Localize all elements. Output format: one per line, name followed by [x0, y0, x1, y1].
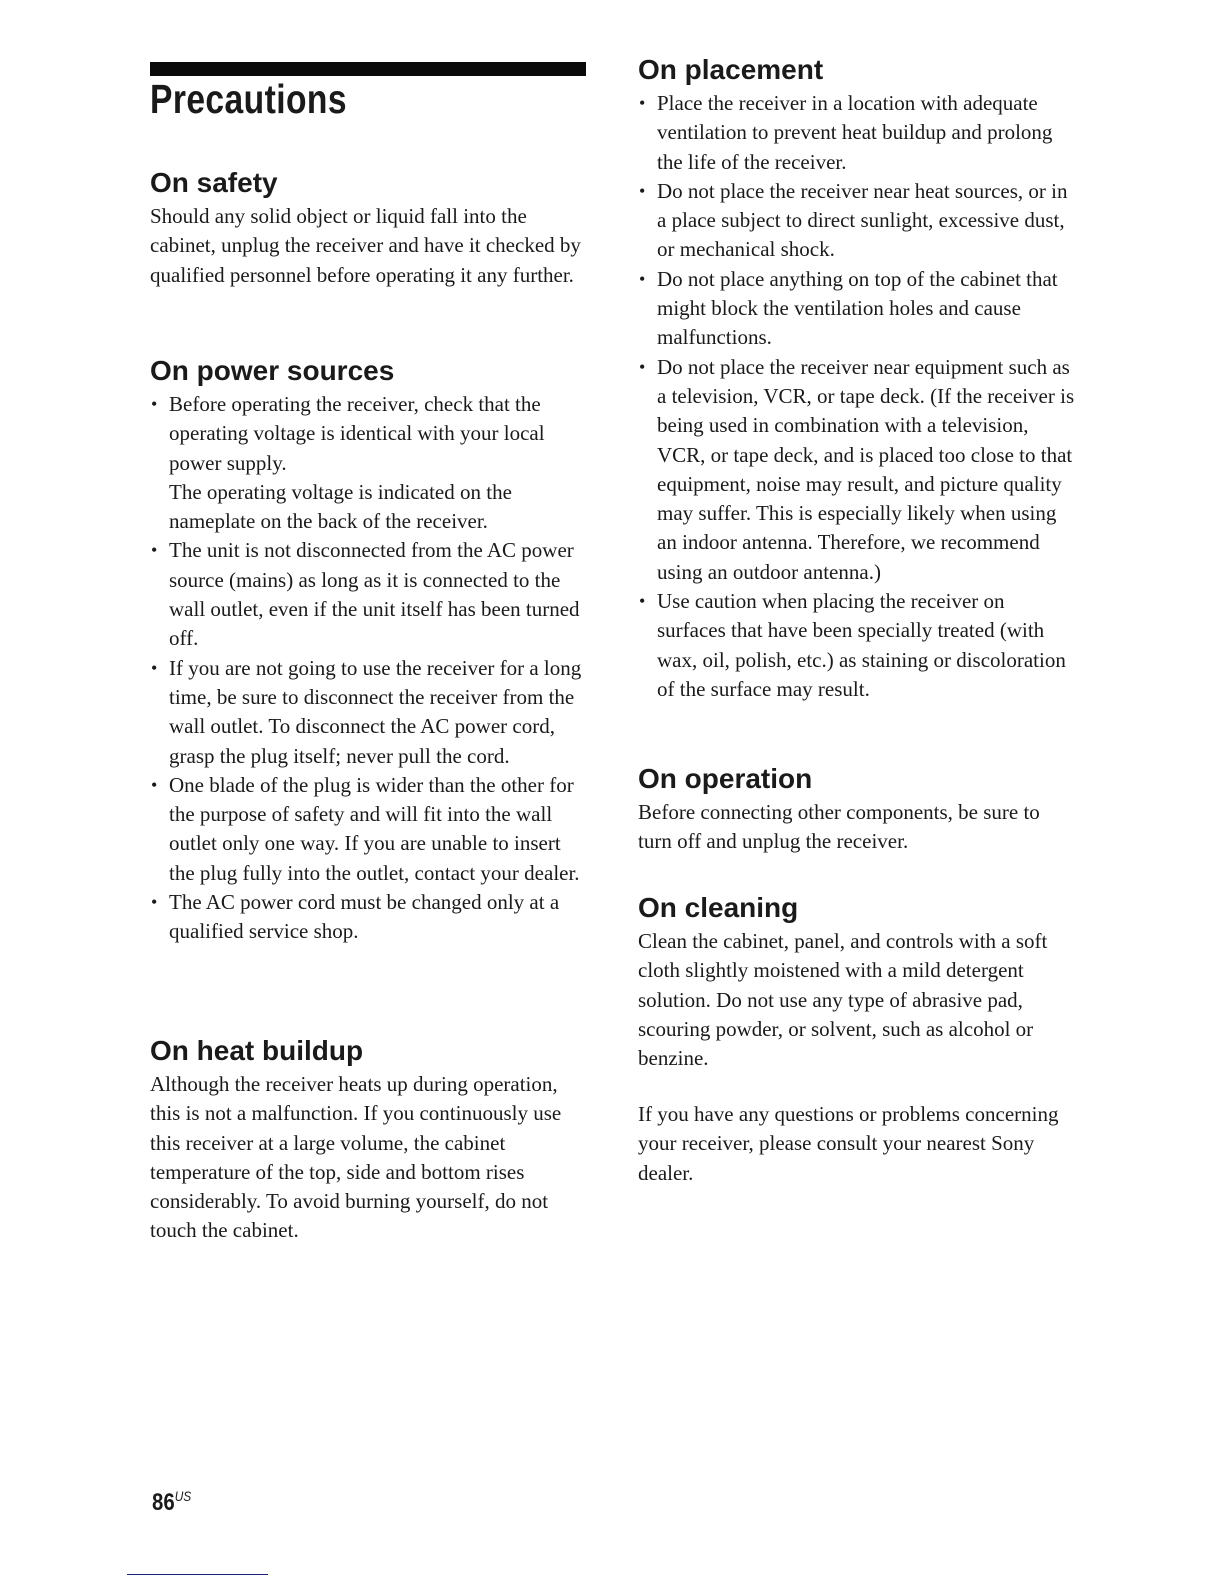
closing-text: If you have any questions or problems concerning your receiver, please consult your nearest Sony dealer. [638, 1102, 1059, 1185]
section-placement [638, 53, 1076, 704]
list-item: • Do not place the receiver near equipment such as a television, VCR, or tape deck. (If the receiver is being used in combination with a television, VCR, or tape deck, and is placed too close to that equipment, noise may result, and picture quality may suffer. This is especially likely when using an indoor antenna. Therefore, we recommend using an outdoor antenna.) [639, 354, 1075, 584]
list-item: • The unit is not disconnected from the AC power source (mains) as long as it is connected to the wall outlet, even if the unit itself has been turned off. [151, 538, 580, 651]
bullet-icon: • [151, 540, 158, 561]
list-item: • Do not place anything on top of the cabinet that might block the ventilation holes and cause malfunctions. [639, 266, 1058, 350]
list-item: • Do not place the receiver near heat sources, or in a place subject to direct sunlight, excessive dust, or mechanical shock. [639, 178, 1068, 262]
cleaning-text: Clean the cabinet, panel, and controls with a soft cloth slightly moistened with a mild detergent solution. Do not use any type of abrasive pad, scouring powder, or solvent, such as alcohol or benzine. [638, 929, 1048, 1071]
heading-safety: On safety [150, 167, 278, 198]
bullet-icon: • [151, 892, 158, 913]
region-suffix: US [174, 1488, 192, 1504]
heat-text: Although the receiver heats up during operation, this is not a malfunction. If you continuously use this receiver at a large volume, the cabinet temperature of the top, side and bottom rises considerably. To avoid burning yourself, do not touch the cabinet. [150, 1072, 562, 1243]
operation-text: Before connecting other components, be sure to turn off and unplug the receiver. [638, 800, 1040, 854]
heading-operation: On operation [638, 763, 813, 794]
bullet-icon: • [639, 356, 646, 377]
page-number: $86^{US}$ [152, 1488, 192, 1516]
list-item: • Use caution when placing the receiver on surfaces that have been specially treated (with wax, oil, polish, etc.) as staining or discoloration of the surface may result. [639, 589, 1066, 701]
bullet-icon: • [639, 591, 646, 612]
heading-power-sources: On power sources [150, 355, 395, 386]
list-item: • Place the receiver in a location with adequate ventilation to prevent heat buildup and prolong the life of the receiver. [639, 91, 1053, 174]
heading-heat-buildup: On heat buildup [150, 1035, 364, 1066]
bullet-icon: • [151, 394, 158, 414]
list-item: • If you are not going to use the receiver for a long time, be sure to disconnect the receiver from the wall outlet. To disconnect the AC power cord, grasp the plug itself; never pull the cord. [151, 655, 582, 768]
bullet-icon: • [639, 93, 646, 113]
footer-rule [127, 1574, 268, 1575]
title-bar-rule [150, 62, 586, 76]
safety-text: Should any solid object or liquid fall into the cabinet, unplug the receiver and have it checked by qualified personnel before operating it any further. [150, 204, 581, 287]
section-safety [150, 166, 588, 290]
list-item: • The AC power cord must be changed only at a qualified service shop. [151, 890, 560, 944]
heading-cleaning: On cleaning [638, 892, 799, 923]
list-item: • Before operating the receiver, check that the operating voltage is identical with your local power supply. The operating voltage is indicated on the nameplate on the back of the receiver. [151, 392, 545, 534]
closing-note [638, 1100, 1076, 1188]
bullet-icon: • [639, 180, 646, 201]
list-item: • One blade of the plug is wider than the other for the purpose of safety and will fit into the wall outlet only one way. If you are unable to insert the plug fully into the outlet, contact your dealer. [151, 772, 580, 885]
bullet-icon: • [151, 774, 158, 795]
section-power-sources [150, 354, 588, 947]
bullet-icon: • [639, 268, 646, 289]
heading-placement: On placement [638, 54, 824, 85]
bullet-icon: • [151, 657, 158, 678]
section-heat-buildup [150, 1034, 588, 1246]
section-operation [638, 762, 1076, 857]
page-title: Precautions [150, 76, 347, 122]
section-cleaning [638, 891, 1076, 1073]
